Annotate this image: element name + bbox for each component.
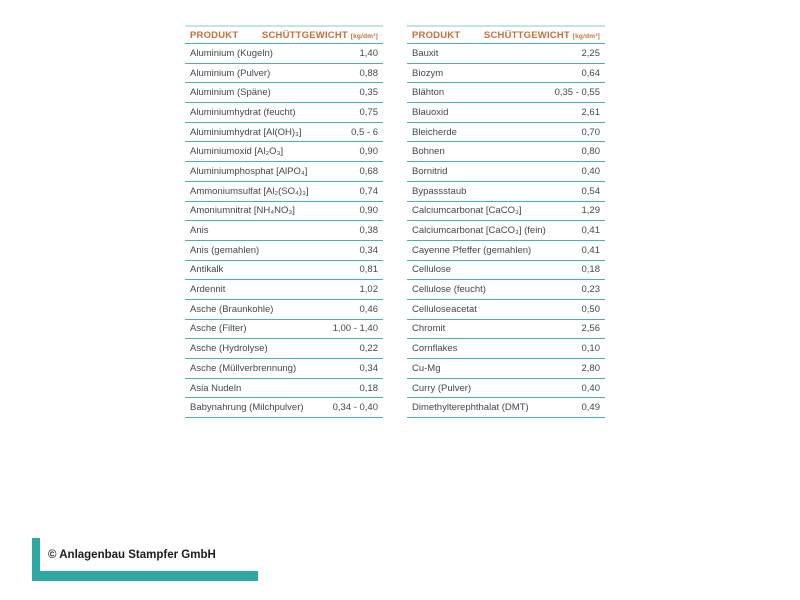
product-cell: Aluminiumphosphat [AlPO₄] bbox=[190, 165, 308, 177]
product-cell: Aluminium (Kugeln) bbox=[190, 47, 273, 59]
weight-cell: 2,61 bbox=[581, 106, 600, 118]
weight-cell: 0,34 bbox=[359, 362, 378, 374]
weight-cell: 0,54 bbox=[581, 185, 600, 197]
table-header bbox=[407, 25, 605, 44]
weight-cell: 0,40 bbox=[581, 165, 600, 177]
weight-cell: 0,18 bbox=[359, 382, 378, 394]
table-row bbox=[185, 300, 383, 320]
weight-cell: 0,34 - 0,40 bbox=[332, 402, 378, 414]
weight-cell: 0,90 bbox=[359, 146, 378, 158]
column-header-unit: [kg/dm³] bbox=[350, 32, 378, 40]
table-row bbox=[185, 44, 383, 64]
table-row bbox=[407, 202, 605, 222]
product-cell: Bornitrid bbox=[412, 165, 448, 177]
product-cell: Cornflakes bbox=[412, 343, 458, 355]
table-row bbox=[185, 241, 383, 261]
table-row bbox=[185, 339, 383, 359]
weight-cell: 0,22 bbox=[359, 343, 378, 355]
bulk-weight-tables bbox=[185, 25, 605, 418]
table-row bbox=[407, 83, 605, 103]
table-row bbox=[185, 64, 383, 84]
weight-cell: 0,46 bbox=[359, 303, 378, 315]
table-row bbox=[185, 83, 383, 103]
table-row bbox=[407, 241, 605, 261]
weight-cell: 0,41 bbox=[581, 244, 600, 256]
product-cell: Asche (Müllverbrennung) bbox=[190, 362, 297, 374]
weight-cell: 0,49 bbox=[581, 402, 600, 414]
accent-bar-horizontal bbox=[32, 571, 258, 581]
product-cell: Aluminium (Späne) bbox=[190, 87, 271, 99]
table-body bbox=[185, 44, 383, 418]
column-header-schuettgewicht bbox=[262, 30, 378, 41]
table-row bbox=[407, 103, 605, 123]
weight-cell: 0,64 bbox=[581, 67, 600, 79]
product-cell: Babynahrung (Milchpulver) bbox=[190, 402, 304, 414]
product-cell: Aluminium (Pulver) bbox=[190, 67, 271, 79]
table-row bbox=[407, 142, 605, 162]
table-row bbox=[407, 261, 605, 281]
product-cell: Blauoxid bbox=[412, 106, 449, 118]
bulk-weight-table-b-d bbox=[407, 25, 605, 418]
product-cell: Cayenne Pfeffer (gemahlen) bbox=[412, 244, 532, 256]
table-body bbox=[407, 44, 605, 418]
product-cell: Calciumcarbonat [CaCO₃] (fein) bbox=[412, 225, 546, 237]
product-cell: Anis bbox=[190, 225, 209, 237]
table-row bbox=[185, 398, 383, 418]
table-row bbox=[407, 44, 605, 64]
table-row bbox=[407, 221, 605, 241]
weight-cell: 0,81 bbox=[359, 264, 378, 276]
table-row bbox=[407, 320, 605, 340]
table-row bbox=[185, 162, 383, 182]
weight-cell: 0,90 bbox=[359, 205, 378, 217]
table-row bbox=[407, 280, 605, 300]
product-cell: Bohnen bbox=[412, 146, 445, 158]
weight-cell: 0,41 bbox=[581, 225, 600, 237]
product-cell: Antikalk bbox=[190, 264, 224, 276]
product-cell: Ardennit bbox=[190, 284, 226, 296]
table-row bbox=[185, 359, 383, 379]
weight-cell: 2,56 bbox=[581, 323, 600, 335]
table-row bbox=[185, 142, 383, 162]
weight-cell: 0,80 bbox=[581, 146, 600, 158]
weight-cell: 0,5 - 6 bbox=[351, 126, 378, 138]
product-cell: Ammoniumsulfat [Al₂(SO₄)₃] bbox=[190, 185, 309, 197]
weight-cell: 0,75 bbox=[359, 106, 378, 118]
copyright-text: © Anlagenbau Stampfer GmbH bbox=[48, 549, 216, 561]
product-cell: Asche (Braunkohle) bbox=[190, 303, 274, 315]
weight-cell: 0,35 - 0,55 bbox=[554, 87, 600, 99]
table-row bbox=[407, 398, 605, 418]
product-cell: Calciumcarbonat [CaCO₃] bbox=[412, 205, 522, 217]
weight-cell: 2,25 bbox=[581, 47, 600, 59]
table-row bbox=[407, 379, 605, 399]
bulk-weight-table-a-b bbox=[185, 25, 383, 418]
column-header-schuettgewicht-label: SCHÜTTGEWICHT bbox=[261, 29, 348, 41]
weight-cell: 2,80 bbox=[581, 362, 600, 374]
weight-cell: 0,70 bbox=[581, 126, 600, 138]
weight-cell: 0,10 bbox=[581, 343, 600, 355]
table-row bbox=[407, 300, 605, 320]
table-row bbox=[185, 320, 383, 340]
column-header-produkt: PRODUKT bbox=[412, 29, 461, 41]
table-row bbox=[407, 182, 605, 202]
table-row bbox=[407, 64, 605, 84]
product-cell: Bauxit bbox=[412, 47, 439, 59]
product-cell: Amoniumnitrat [NH₄NO₃] bbox=[190, 205, 295, 217]
product-cell: Bypassstaub bbox=[412, 185, 467, 197]
product-cell: Biozym bbox=[412, 67, 444, 79]
product-cell: Chromit bbox=[412, 323, 446, 335]
column-header-unit: [kg/dm³] bbox=[572, 32, 600, 40]
column-header-schuettgewicht bbox=[484, 30, 600, 41]
product-cell: Aluminiumoxid [Al₂O₃] bbox=[190, 146, 284, 158]
table-row bbox=[185, 261, 383, 281]
weight-cell: 0,40 bbox=[581, 382, 600, 394]
table-row bbox=[185, 202, 383, 222]
weight-cell: 1,40 bbox=[359, 47, 378, 59]
product-cell: Blähton bbox=[412, 87, 445, 99]
product-cell: Curry (Pulver) bbox=[412, 382, 472, 394]
table-row bbox=[407, 123, 605, 143]
product-cell: Cellulose (feucht) bbox=[412, 284, 486, 296]
table-row bbox=[185, 379, 383, 399]
table-row bbox=[185, 280, 383, 300]
product-cell: Dimethylterephthalat (DMT) bbox=[412, 402, 529, 414]
weight-cell: 1,29 bbox=[581, 205, 600, 217]
weight-cell: 0,38 bbox=[359, 225, 378, 237]
column-header-produkt: PRODUKT bbox=[190, 29, 239, 41]
weight-cell: 0,88 bbox=[359, 67, 378, 79]
weight-cell: 1,00 - 1,40 bbox=[332, 323, 378, 335]
product-cell: Bleicherde bbox=[412, 126, 457, 138]
table-row bbox=[407, 339, 605, 359]
table-row bbox=[185, 103, 383, 123]
weight-cell: 0,74 bbox=[359, 185, 378, 197]
product-cell: Anis (gemahlen) bbox=[190, 244, 260, 256]
product-cell: Asche (Filter) bbox=[190, 323, 247, 335]
table-row bbox=[185, 221, 383, 241]
weight-cell: 1,02 bbox=[359, 284, 378, 296]
column-header-schuettgewicht-label: SCHÜTTGEWICHT bbox=[483, 29, 570, 41]
product-cell: Cu-Mg bbox=[412, 362, 441, 374]
product-cell: Asia Nudeln bbox=[190, 382, 242, 394]
table-header bbox=[185, 25, 383, 44]
product-cell: Celluloseacetat bbox=[412, 303, 477, 315]
table-row bbox=[407, 359, 605, 379]
table-row bbox=[407, 162, 605, 182]
table-row bbox=[185, 123, 383, 143]
weight-cell: 0,23 bbox=[581, 284, 600, 296]
table-row bbox=[185, 182, 383, 202]
weight-cell: 0,18 bbox=[581, 264, 600, 276]
product-cell: Cellulose bbox=[412, 264, 452, 276]
product-cell: Asche (Hydrolyse) bbox=[190, 343, 268, 355]
weight-cell: 0,34 bbox=[359, 244, 378, 256]
weight-cell: 0,68 bbox=[359, 165, 378, 177]
weight-cell: 0,50 bbox=[581, 303, 600, 315]
product-cell: Aluminiumhydrat [Al(OH)₃] bbox=[190, 126, 302, 138]
weight-cell: 0,35 bbox=[359, 87, 378, 99]
product-cell: Aluminiumhydrat (feucht) bbox=[190, 106, 296, 118]
